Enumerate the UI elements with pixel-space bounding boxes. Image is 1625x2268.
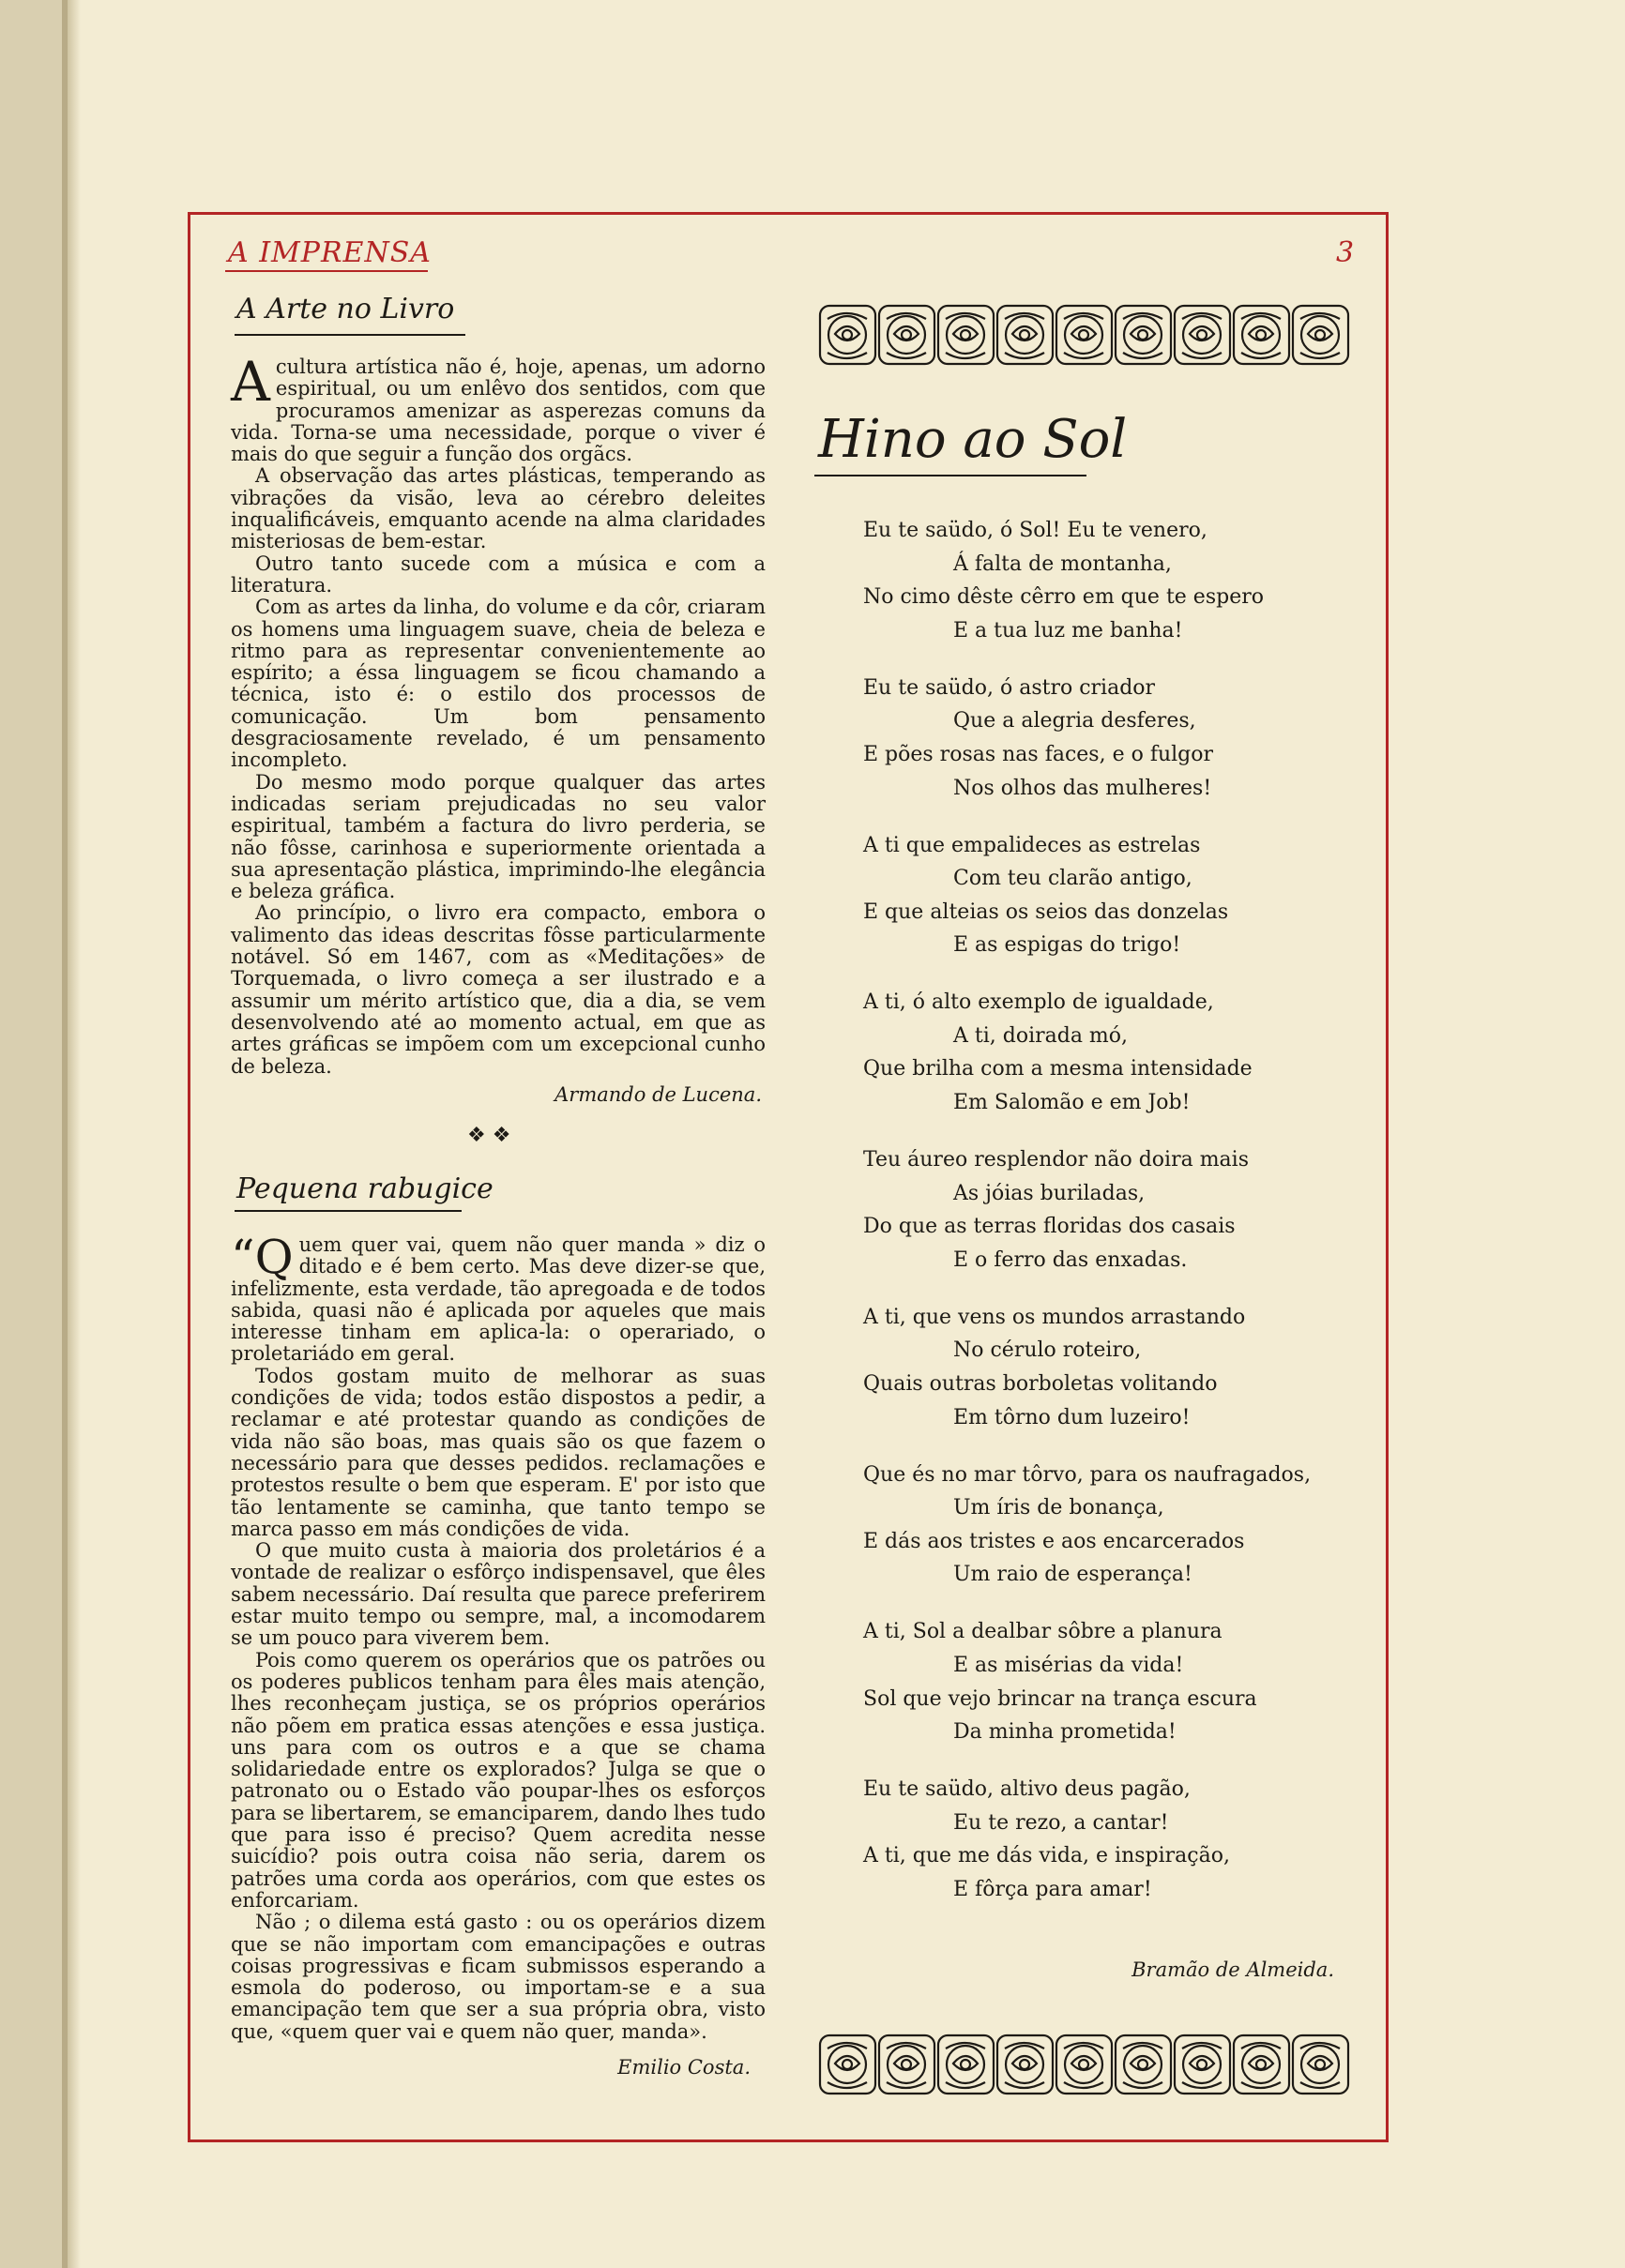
poem-line: E o ferro das enxadas. <box>953 1247 1188 1272</box>
article2-paragraph: Pois como querem os operários que os patrões ou os poderes publicos tenham para êles mais atenção, lhes reconheçam justiça, se os próprios operários não põem em pratica essas atenções e essa justiça. uns para com os outros e a que se chama solidariedade entre os explorados? Julga se que o patronato ou o Estado vão poupar-lhes os esforços para se libertarem, se emanciparem, dando lhes tudo que para isso é preciso? Quem acredita nesse suicídio? pois outra coisa não seria, darem os patrões uma corda aos operários, com que estes os enforcariam. <box>231 1648 766 1912</box>
poem-line: Á falta de montanha, <box>953 552 1172 576</box>
poem-line: Da minha prometida! <box>953 1720 1177 1745</box>
page-fold-shadow <box>68 0 81 2268</box>
poem-line: E as misérias da vida! <box>953 1653 1184 1677</box>
poem-stanza <box>863 1143 1351 1277</box>
poem-line: Que és no mar tôrvo, para os naufragados, <box>863 1462 1312 1487</box>
poem-stanza <box>863 1459 1351 1592</box>
article2-dropcap: “Q <box>231 1230 294 1284</box>
poem-title: Hino ao Sol <box>818 409 1128 470</box>
article1-title: A Arte no Livro <box>236 293 455 325</box>
masthead-rule <box>225 270 428 272</box>
page-number: 3 <box>1336 236 1355 269</box>
poem-stanza <box>863 1615 1351 1748</box>
poem-line: Quais outras borboletas volitando <box>863 1372 1218 1397</box>
poem-stanza <box>863 986 1351 1119</box>
article1-paragraph: cultura artística não é, hoje, apenas, um adorno espiritual, ou um enlêvo dos sentidos, com que procuramos amenizar as asperezas comuns da vida. Torna-se uma necessidade, porque o viver é mais do que seguir a função dos orgãcs. <box>231 355 766 466</box>
article1-paragraph: Com as artes da linha, do volume e da côr, criaram os homens uma linguagem suave, cheia de beleza e ritmo para as representar convenientemente ao espírito; a éssa linguagem se ficou chamando a técnica, isto é: o estilo dos processos de comunicação. Um bom pensamento desgraciosamente revelado, é um pensamento incompleto. <box>231 596 766 772</box>
poem-line: E que alteias os seios das donzelas <box>863 900 1229 924</box>
poem-line: Que a alegria desferes, <box>953 709 1196 733</box>
poem-line: E pões rosas nas faces, e o fulgor <box>863 742 1214 766</box>
poem-line: Em tôrno dum luzeiro! <box>953 1405 1191 1429</box>
poem-line: As jóias buriladas, <box>953 1181 1146 1205</box>
poem-line: Eu te saüdo, ó Sol! Eu te venero, <box>863 519 1207 542</box>
poem-line: Sol que vejo brincar na trança escura <box>863 1686 1257 1711</box>
poem-line: E fôrça para amar! <box>953 1877 1152 1901</box>
poem-stanza <box>863 1301 1351 1434</box>
poem-line: No cérulo roteiro, <box>953 1338 1142 1363</box>
poem-line: A ti, Sol a dealbar sôbre a planura <box>863 1620 1223 1644</box>
poem-line: A ti, ó alto exemplo de igualdade, <box>863 990 1214 1015</box>
article2-signature: Emilio Costa. <box>617 2055 751 2079</box>
article1-paragraph: A observação das artes plásticas, temperando as vibrações da visão, leva ao cérebro deleites inqualificáveis, emquanto acende na alma claridades misteriosas de bem-estar. <box>231 464 766 553</box>
article1-paragraph: Do mesmo modo porque qualquer das artes indicadas seriam prejudicadas no seu valor espiritual, também a factura do livro perderia, se não fôsse, carinhosa e superiormente orientada a sua apresentação plástica, imprimindo-lhe elegância e beleza gráfica. <box>231 770 766 903</box>
poem-stanza <box>863 829 1351 962</box>
article2-body <box>231 1230 766 2079</box>
poem-line: Eu te saüdo, ó astro criador <box>863 675 1156 700</box>
poem-line: E as espigas do trigo! <box>953 933 1181 958</box>
article2-title-rule <box>235 1210 462 1212</box>
article1-body <box>231 350 766 1106</box>
section-separator: ❖ ❖ <box>467 1124 511 1147</box>
poem-line: Teu áureo resplendor não doira mais <box>863 1148 1249 1172</box>
poem-stanza <box>863 1773 1351 1906</box>
poem-line: A ti, doirada mó, <box>953 1023 1129 1048</box>
poem-line: Nos olhos das mulheres! <box>953 776 1212 800</box>
article1-title-rule <box>235 334 465 336</box>
article2-paragraph: Não ; o dilema está gasto : ou os operários dizem que se não importam com emancipações e outras coisas progressivas e ficam submissos esperando a esmola do poderoso, ou importam-se e a sua emancipação tem que ser a sua própria obra, visto que, «quem quer vai e quem não quer, manda». <box>231 1911 766 2043</box>
poem-line: Eu te rezo, a cantar! <box>953 1810 1169 1835</box>
article1-signature: Armando de Lucena. <box>554 1082 762 1106</box>
poem-line: No cimo dêste cêrro em que te espero <box>863 585 1264 610</box>
poem-stanza <box>863 514 1351 647</box>
poem-line: Que brilha com a mesma intensidade <box>863 1057 1253 1081</box>
poem-line: Um raio de esperança! <box>953 1563 1192 1587</box>
article1-paragraph: Outro tanto sucede com a música e com a literatura. <box>231 552 766 597</box>
scan-background <box>0 0 68 2268</box>
poem-stanza <box>863 672 1351 805</box>
article2-paragraph: O que muito custa à maioria dos proletários é a vontade de realizar o esfôrço indispensavel, que êles sabem necessário. Daí resulta que parece preferirem estar muito tempo ou sempre, mal, a incomodarem se um pouco para viverem bem. <box>231 1539 766 1650</box>
poem-signature: Bramão de Almeida. <box>1131 1958 1334 1981</box>
poem-line: Com teu clarão antigo, <box>953 867 1192 891</box>
poem-title-rule <box>814 475 1086 476</box>
poem-line: A ti que empalideces as estrelas <box>863 833 1201 857</box>
poem-line: Eu te saüdo, altivo deus pagão, <box>863 1777 1191 1802</box>
article1-paragraph: Ao princípio, o livro era compacto, embora o valimento das ideas descritas fôsse particularmente notável. Só em 1467, com as «Meditações» de Torquemada, o livro começa a ser ilustrado e a assumir um mérito artístico que, dia a dia, se vem desenvolvendo até ao momento actual, em que as artes gráficas se impõem com um excepcional cunho de beleza. <box>231 901 766 1078</box>
poem-line: Em Salomão e em Job! <box>953 1091 1191 1115</box>
poem-line: E a tua luz me banha! <box>953 618 1183 643</box>
article2-paragraph: uem quer vai, quem não quer manda » diz o ditado e é bem certo. Mas deve dizer-se que, infelizmente, esta verdade, tão apregoada e de todos sabida, quasi não é aplicada por aqueles que mais interesse tinham em aplica-la: o operariado, o proletariádo em geral. <box>231 1233 766 1366</box>
article2-paragraph: Todos gostam muito de melhorar as suas condições de vida; todos estão dispostos a pedir, a reclamar e até protestar quando as condições de vida não são boas, mas quais são os que fazem o necessário para que desses pedidos. reclamações e protestos resulte o bem que esperam. E' por isto que tão lentamente se caminha, que tanto tempo se marca passo em más condições de vida. <box>231 1364 766 1540</box>
top-rose-ornament <box>818 302 1353 368</box>
poem-line: E dás aos tristes e aos encarcerados <box>863 1529 1245 1553</box>
article2-title: Pequena rabugice <box>236 1172 494 1205</box>
poem-body <box>863 514 1351 1930</box>
masthead: A IMPRENSA <box>228 236 432 269</box>
bottom-rose-ornament <box>818 2032 1353 2097</box>
poem-line: A ti, que vens os mundos arrastando <box>863 1305 1246 1329</box>
poem-line: Do que as terras floridas dos casais <box>863 1215 1236 1239</box>
poem-line: A ti, que me dás vida, e inspiração, <box>863 1844 1230 1868</box>
poem-line: Um íris de bonança, <box>953 1496 1164 1520</box>
article1-dropcap: A <box>231 350 270 414</box>
